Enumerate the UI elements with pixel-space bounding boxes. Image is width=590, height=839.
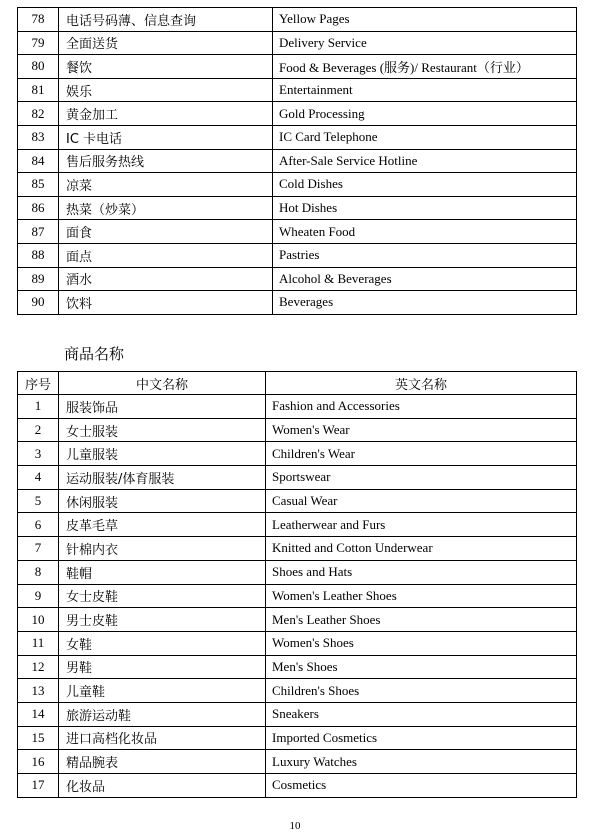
row-number: 3 — [18, 442, 59, 466]
table-row — [18, 726, 577, 750]
row-number: 85 — [18, 173, 59, 197]
row-number: 90 — [18, 291, 59, 315]
row-chinese-name: 黄金加工 — [59, 102, 273, 126]
row-english-name: Leatherwear and Furs — [266, 513, 577, 537]
row-number: 5 — [18, 489, 59, 513]
row-number: 12 — [18, 655, 59, 679]
row-english-name: Sneakers — [266, 702, 577, 726]
row-english-name: Wheaten Food — [273, 220, 577, 244]
row-english-name: Women's Leather Shoes — [266, 584, 577, 608]
row-english-name: Entertainment — [273, 78, 577, 102]
row-chinese-name: 儿童服装 — [59, 442, 266, 466]
table-row — [18, 55, 577, 79]
row-chinese-name: 鞋帽 — [59, 560, 266, 584]
row-chinese-name: 娱乐 — [59, 78, 273, 102]
header-english-name: 英文名称 — [266, 372, 577, 395]
row-english-name: Men's Leather Shoes — [266, 608, 577, 632]
row-english-name: Fashion and Accessories — [266, 395, 577, 419]
row-chinese-name: 进口高档化妆品 — [59, 726, 266, 750]
row-english-name: Shoes and Hats — [266, 560, 577, 584]
row-number: 1 — [18, 395, 59, 419]
row-chinese-name: 女士服装 — [59, 418, 266, 442]
row-chinese-name: 凉菜 — [59, 173, 273, 197]
row-english-name: IC Card Telephone — [273, 125, 577, 149]
row-number: 7 — [18, 537, 59, 561]
row-english-name: Casual Wear — [266, 489, 577, 513]
table-header-row — [18, 372, 577, 395]
row-chinese-name: IC 卡电话 — [59, 125, 273, 149]
row-english-name: Gold Processing — [273, 102, 577, 126]
table-row — [18, 149, 577, 173]
page-number: 10 — [289, 820, 301, 832]
row-number: 82 — [18, 102, 59, 126]
table-row — [18, 489, 577, 513]
row-number: 87 — [18, 220, 59, 244]
table-row — [18, 466, 577, 490]
table-row — [18, 608, 577, 632]
row-chinese-name: 男士皮鞋 — [59, 608, 266, 632]
table-row — [18, 513, 577, 537]
row-number: 4 — [18, 466, 59, 490]
row-chinese-name: 儿童鞋 — [59, 679, 266, 703]
section-title: 商品名称 — [64, 345, 125, 363]
row-chinese-name: 休闲服装 — [59, 489, 266, 513]
row-english-name: Cold Dishes — [273, 173, 577, 197]
row-english-name: Women's Shoes — [266, 631, 577, 655]
row-chinese-name: 餐饮 — [59, 55, 273, 79]
row-number: 84 — [18, 149, 59, 173]
row-number: 2 — [18, 418, 59, 442]
row-number: 10 — [18, 608, 59, 632]
row-english-name: Sportswear — [266, 466, 577, 490]
row-number: 14 — [18, 702, 59, 726]
row-number: 88 — [18, 243, 59, 267]
row-number: 81 — [18, 78, 59, 102]
row-number: 16 — [18, 750, 59, 774]
row-chinese-name: 热菜（炒菜） — [59, 196, 273, 220]
row-number: 9 — [18, 584, 59, 608]
row-chinese-name: 面点 — [59, 243, 273, 267]
product-names-table — [17, 371, 577, 798]
row-chinese-name: 化妆品 — [59, 774, 266, 798]
row-english-name: After-Sale Service Hotline — [273, 149, 577, 173]
row-chinese-name: 全面送货 — [59, 31, 273, 55]
table-row — [18, 560, 577, 584]
product-names-body — [18, 395, 577, 798]
table-row — [18, 442, 577, 466]
row-chinese-name: 售后服务热线 — [59, 149, 273, 173]
table-row — [18, 31, 577, 55]
row-english-name: Children's Wear — [266, 442, 577, 466]
table-row — [18, 78, 577, 102]
row-number: 83 — [18, 125, 59, 149]
row-chinese-name: 针棉内衣 — [59, 537, 266, 561]
row-chinese-name: 饮料 — [59, 291, 273, 315]
row-chinese-name: 女鞋 — [59, 631, 266, 655]
row-number: 15 — [18, 726, 59, 750]
row-number: 13 — [18, 679, 59, 703]
table-row — [18, 196, 577, 220]
row-chinese-name: 皮革毛草 — [59, 513, 266, 537]
table-row — [18, 702, 577, 726]
row-number: 8 — [18, 560, 59, 584]
table-row — [18, 750, 577, 774]
row-chinese-name: 服装饰品 — [59, 395, 266, 419]
row-number: 86 — [18, 196, 59, 220]
table-row — [18, 243, 577, 267]
row-number: 79 — [18, 31, 59, 55]
row-english-name: Hot Dishes — [273, 196, 577, 220]
row-english-name: Children's Shoes — [266, 679, 577, 703]
table-row — [18, 679, 577, 703]
row-english-name: Cosmetics — [266, 774, 577, 798]
table-row — [18, 220, 577, 244]
table-row — [18, 173, 577, 197]
table-row — [18, 631, 577, 655]
row-number: 6 — [18, 513, 59, 537]
row-chinese-name: 精品腕表 — [59, 750, 266, 774]
row-chinese-name: 面食 — [59, 220, 273, 244]
table-row — [18, 584, 577, 608]
row-chinese-name: 旅游运动鞋 — [59, 702, 266, 726]
row-english-name: Delivery Service — [273, 31, 577, 55]
row-number: 89 — [18, 267, 59, 291]
row-english-name: Pastries — [273, 243, 577, 267]
table-row — [18, 655, 577, 679]
row-chinese-name: 电话号码薄、信息查询 — [59, 8, 273, 32]
row-english-name: Yellow Pages — [273, 8, 577, 32]
table-row — [18, 395, 577, 419]
table-row — [18, 102, 577, 126]
row-english-name: Beverages — [273, 291, 577, 315]
row-number: 11 — [18, 631, 59, 655]
row-english-name: Luxury Watches — [266, 750, 577, 774]
service-terms-body — [18, 8, 577, 315]
row-english-name: Alcohol & Beverages — [273, 267, 577, 291]
row-chinese-name: 女士皮鞋 — [59, 584, 266, 608]
row-number: 80 — [18, 55, 59, 79]
row-english-name: Women's Wear — [266, 418, 577, 442]
service-terms-table — [17, 7, 577, 315]
header-chinese-name: 中文名称 — [59, 372, 266, 395]
row-chinese-name: 运动服装/体育服装 — [59, 466, 266, 490]
table-row — [18, 267, 577, 291]
row-english-name: Imported Cosmetics — [266, 726, 577, 750]
row-chinese-name: 酒水 — [59, 267, 273, 291]
header-number: 序号 — [18, 372, 59, 395]
row-number: 78 — [18, 8, 59, 32]
table-row — [18, 418, 577, 442]
row-english-name: Knitted and Cotton Underwear — [266, 537, 577, 561]
row-number: 17 — [18, 774, 59, 798]
table-row — [18, 537, 577, 561]
row-english-name: Men's Shoes — [266, 655, 577, 679]
table-row — [18, 125, 577, 149]
row-chinese-name: 男鞋 — [59, 655, 266, 679]
table-row — [18, 774, 577, 798]
row-english-name: Food & Beverages (服务)/ Restaurant（行业） — [273, 55, 577, 79]
table-row — [18, 8, 577, 32]
table-row — [18, 291, 577, 315]
